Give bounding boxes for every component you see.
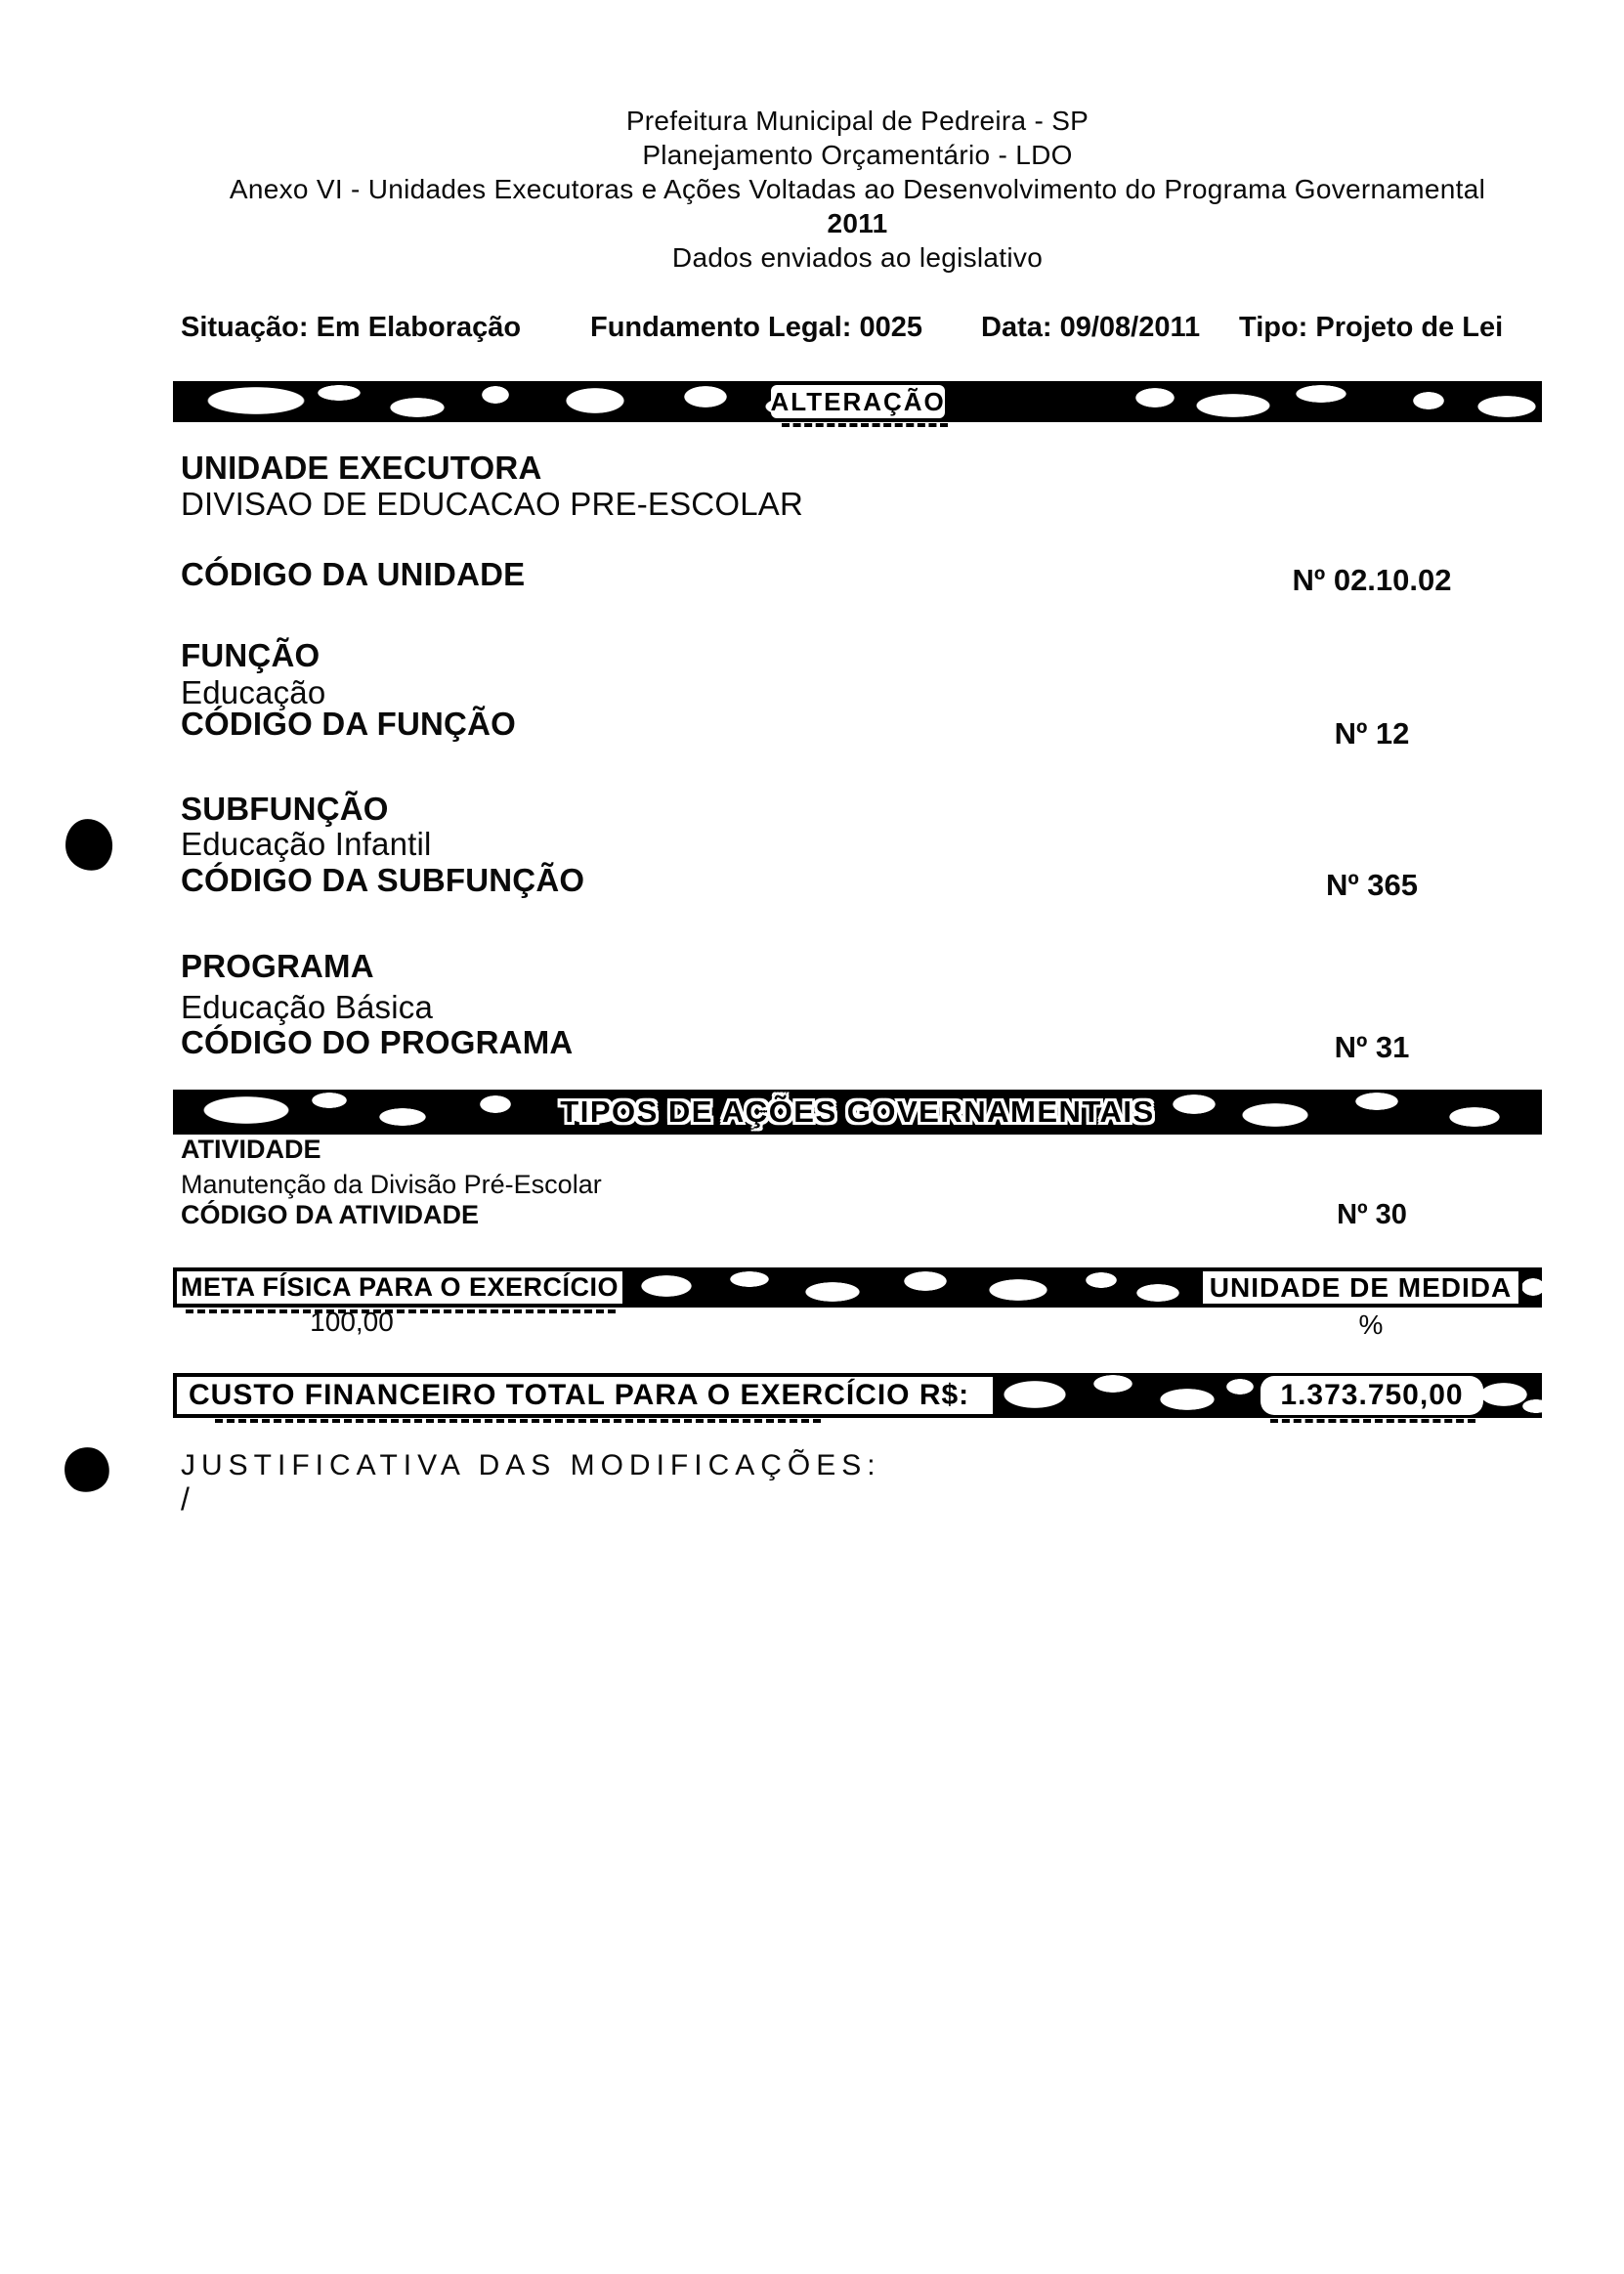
codigo-subfuncao-value: Nº 365	[1325, 868, 1419, 902]
programa-value: Educação Básica	[181, 989, 433, 1025]
scan-dash-artifact	[1270, 1419, 1475, 1423]
codigo-programa-label: CÓDIGO DO PROGRAMA	[181, 1024, 574, 1060]
unidade-medida-label: UNIDADE DE MEDIDA	[1199, 1267, 1522, 1308]
scan-dash-artifact	[215, 1419, 821, 1423]
funcao-value: Educação	[181, 674, 326, 710]
codigo-funcao-label: CÓDIGO DA FUNÇÃO	[181, 706, 516, 742]
atividade-label: ATIVIDADE	[181, 1135, 321, 1164]
status-data: Data: 09/08/2011	[981, 312, 1201, 343]
codigo-unidade-value: Nº 02.10.02	[1292, 563, 1452, 597]
status-tipo: Tipo: Projeto de Lei	[1239, 312, 1504, 343]
alteracao-banner	[173, 381, 1542, 422]
tipos-acoes-banner-label: TIPOS DE AÇÕES GOVERNAMENTAIS	[560, 1094, 1155, 1129]
hole-punch-mark	[63, 817, 114, 874]
custo-financeiro-banner	[173, 1373, 1542, 1418]
meta-fisica-value: 100,00	[310, 1307, 394, 1337]
header-year: 2011	[827, 208, 888, 238]
document-header	[173, 104, 1542, 275]
unidade-executora-value: DIVISAO DE EDUCACAO PRE-ESCOLAR	[181, 486, 804, 522]
status-fundamento-legal: Fundamento Legal: 0025	[590, 312, 923, 343]
justificativa-label: JUSTIFICATIVA DAS MODIFICAÇÕES:	[181, 1449, 881, 1481]
hole-punch-mark	[61, 1443, 112, 1495]
codigo-unidade-label: CÓDIGO DA UNIDADE	[181, 556, 526, 592]
subfuncao-label: SUBFUNÇÃO	[181, 791, 389, 827]
alteracao-banner-label: ALTERAÇÃO	[770, 387, 946, 416]
header-org: Prefeitura Municipal de Pedreira - SP	[625, 106, 1090, 136]
codigo-subfuncao-label: CÓDIGO DA SUBFUNÇÃO	[181, 862, 585, 898]
unidade-medida-value: %	[1358, 1309, 1384, 1340]
scan-dash-artifact	[782, 423, 948, 427]
custo-financeiro-label: CUSTO FINANCEIRO TOTAL PARA O EXERCÍCIO R$:	[173, 1373, 997, 1418]
custo-financeiro-value: 1.373.750,00	[1261, 1376, 1483, 1415]
programa-label: PROGRAMA	[181, 948, 374, 984]
codigo-programa-value: Nº 31	[1334, 1030, 1410, 1064]
codigo-atividade-label: CÓDIGO DA ATIVIDADE	[181, 1200, 480, 1229]
subfuncao-value: Educação Infantil	[181, 826, 432, 862]
status-situacao: Situação: Em Elaboração	[181, 312, 522, 343]
justificativa-value: /	[181, 1481, 190, 1517]
codigo-atividade-value: Nº 30	[1337, 1199, 1407, 1230]
funcao-label: FUNÇÃO	[181, 637, 321, 673]
header-subtitle: Dados enviados ao legislativo	[671, 242, 1044, 273]
header-module: Planejamento Orçamentário - LDO	[642, 140, 1073, 170]
tipos-acoes-banner	[173, 1090, 1542, 1135]
meta-fisica-label: META FÍSICA PARA O EXERCÍCIO	[173, 1267, 626, 1308]
codigo-funcao-value: Nº 12	[1334, 716, 1410, 751]
atividade-value: Manutenção da Divisão Pré-Escolar	[181, 1170, 602, 1199]
unidade-executora-label: UNIDADE EXECUTORA	[181, 450, 542, 486]
header-annex-title: Anexo VI - Unidades Executoras e Ações Voltadas ao Desenvolvimento do Programa Governamental	[229, 174, 1486, 204]
meta-fisica-banner	[173, 1267, 1542, 1308]
